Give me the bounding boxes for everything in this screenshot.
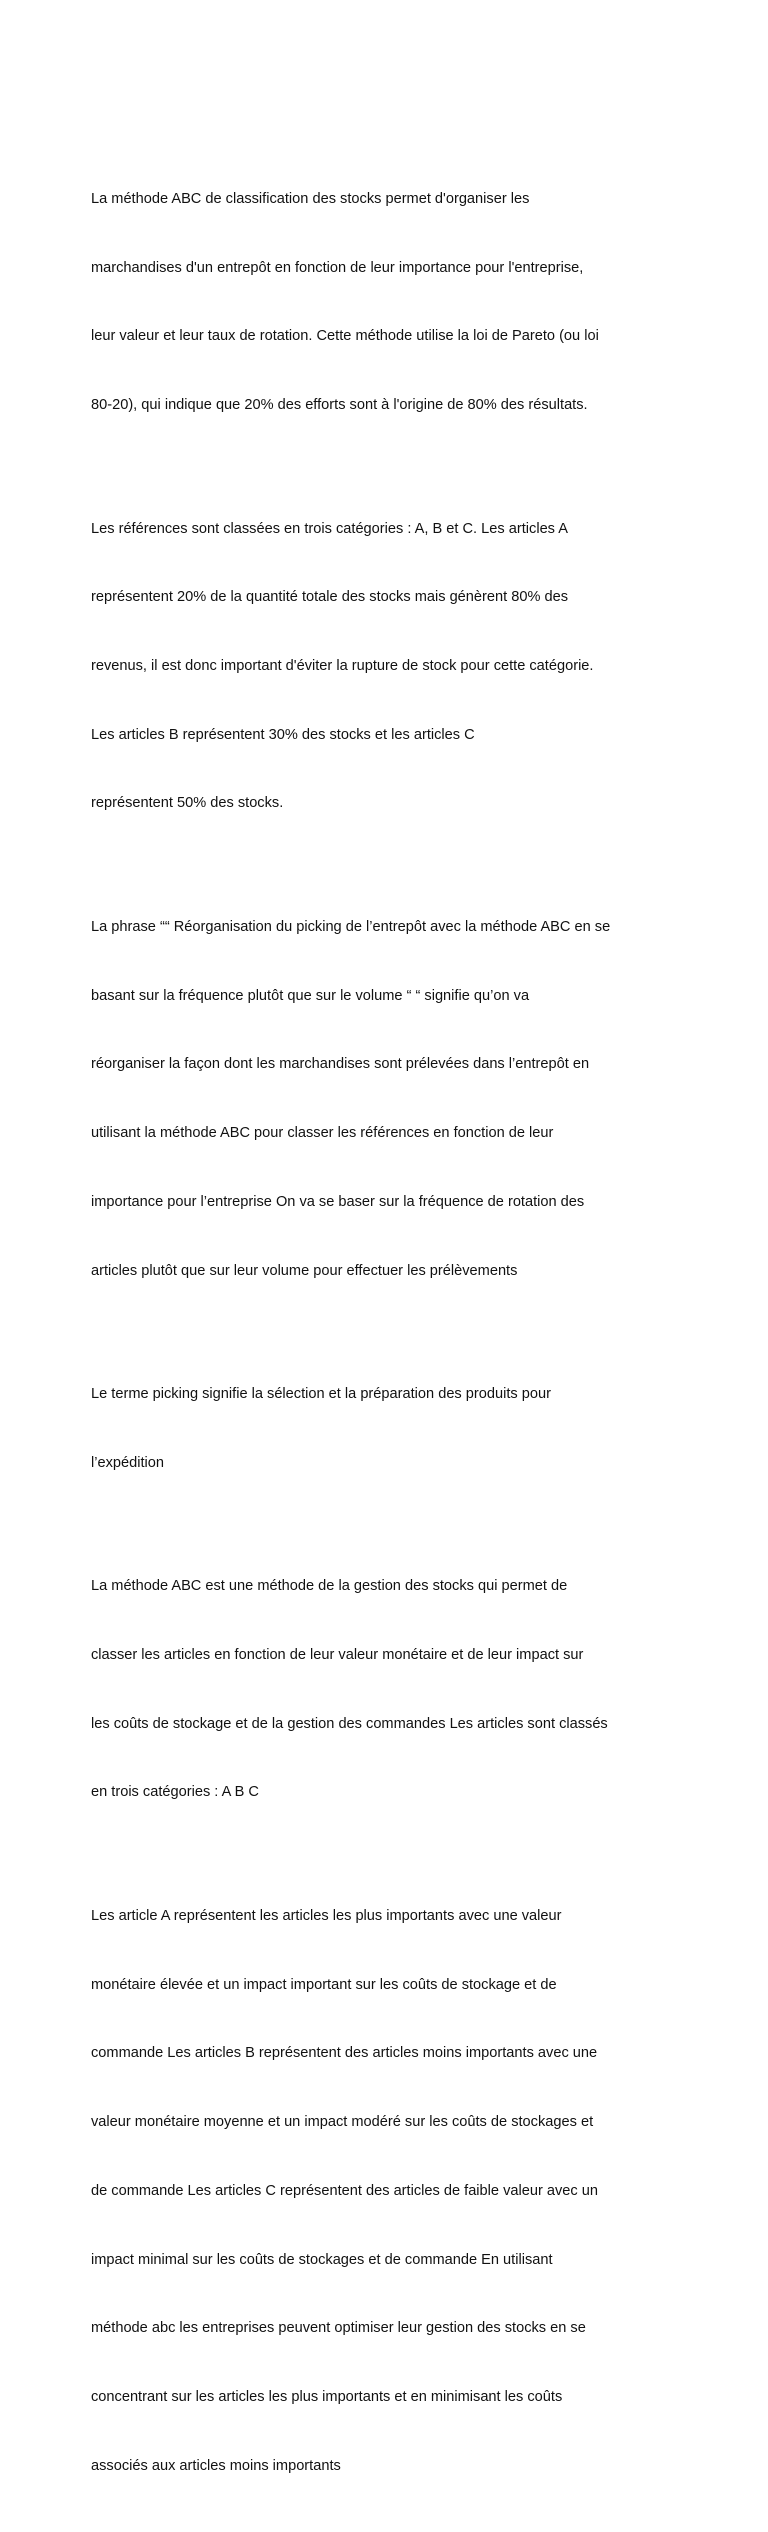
text-line: monétaire élevée et un impact important sur les coûts de stockage et de bbox=[91, 1976, 557, 1993]
document-page bbox=[91, 142, 687, 2532]
text-line: La phrase ““ Réorganisation du picking de l’entrepôt avec la méthode ABC en se bbox=[91, 918, 611, 935]
paragraph-picking-definition bbox=[91, 1337, 687, 1520]
text-line: représentent 20% de la quantité totale des stocks mais génèrent 80% des bbox=[91, 589, 569, 606]
text-line: réorganiser la façon dont les marchandises sont prélevées dans l’entrepôt en bbox=[91, 1056, 590, 1073]
text-line: revenus, il est donc important d'éviter la rupture de stock pour cette catégorie. bbox=[91, 657, 594, 674]
text-line: Les article A représentent les articles les plus importants avec une valeur bbox=[91, 1907, 562, 1924]
text-line: utilisant la méthode ABC pour classer les références en fonction de leur bbox=[91, 1125, 554, 1142]
text-line: 80-20), qui indique que 20% des efforts sont à l'origine de 80% des résultats. bbox=[91, 396, 588, 413]
text-line: représentent 50% des stocks. bbox=[91, 795, 284, 812]
text-line: classer les articles en fonction de leur valeur monétaire et de leur impact sur bbox=[91, 1647, 584, 1663]
text-line: l’expédition bbox=[91, 1454, 165, 1471]
text-line: les coûts de stockage et de la gestion des commandes Les articles sont classés bbox=[91, 1715, 608, 1732]
text-line: de commande Les articles C représentent des articles de faible valeur avec un bbox=[91, 2182, 598, 2199]
text-line: marchandises d'un entrepôt en fonction de leur importance pour l'entreprise, bbox=[91, 259, 584, 276]
text-line: basant sur la fréquence plutôt que sur le volume “ “ signifie qu’on va bbox=[91, 987, 530, 1004]
paragraph-abc-method bbox=[91, 1529, 687, 1850]
paragraph-picking-reorganisation bbox=[91, 870, 687, 1328]
text-line: La méthode ABC est une méthode de la gestion des stocks qui permet de bbox=[91, 1578, 568, 1595]
text-line: leur valeur et leur taux de rotation. Cette méthode utilise la loi de Pareto (ou loi bbox=[91, 328, 599, 345]
text-line: Les références sont classées en trois catégories : A, B et C. Les articles A bbox=[91, 520, 568, 537]
text-line: impact minimal sur les coûts de stockages et de commande En utilisant bbox=[91, 2251, 553, 2268]
text-line: Le terme picking signifie la sélection et la préparation des produits pour bbox=[91, 1386, 551, 1403]
paragraph-abc-intro bbox=[91, 142, 687, 463]
text-line: articles plutôt que sur leur volume pour effectuer les prélèvements bbox=[91, 1262, 518, 1279]
text-line: commande Les articles B représentent des articles moins importants avec une bbox=[91, 2045, 598, 2062]
text-line: en trois catégories : A B C bbox=[91, 1784, 259, 1801]
text-line: associés aux articles moins importants bbox=[91, 2457, 341, 2474]
text-line: La méthode ABC de classification des stocks permet d'organiser les bbox=[91, 190, 530, 207]
text-line: concentrant sur les articles les plus importants et en minimisant les coûts bbox=[91, 2389, 563, 2405]
paragraph-categories bbox=[91, 472, 687, 861]
text-line: méthode abc les entreprises peuvent optimiser leur gestion des stocks en se bbox=[91, 2320, 586, 2337]
paragraph-article-classes bbox=[91, 1859, 687, 2523]
text-line: importance pour l’entreprise On va se baser sur la fréquence de rotation des bbox=[91, 1193, 585, 1210]
text-line: Les articles B représentent 30% des stocks et les articles C bbox=[91, 726, 475, 743]
text-line: valeur monétaire moyenne et un impact modéré sur les coûts de stockages et bbox=[91, 2114, 594, 2131]
